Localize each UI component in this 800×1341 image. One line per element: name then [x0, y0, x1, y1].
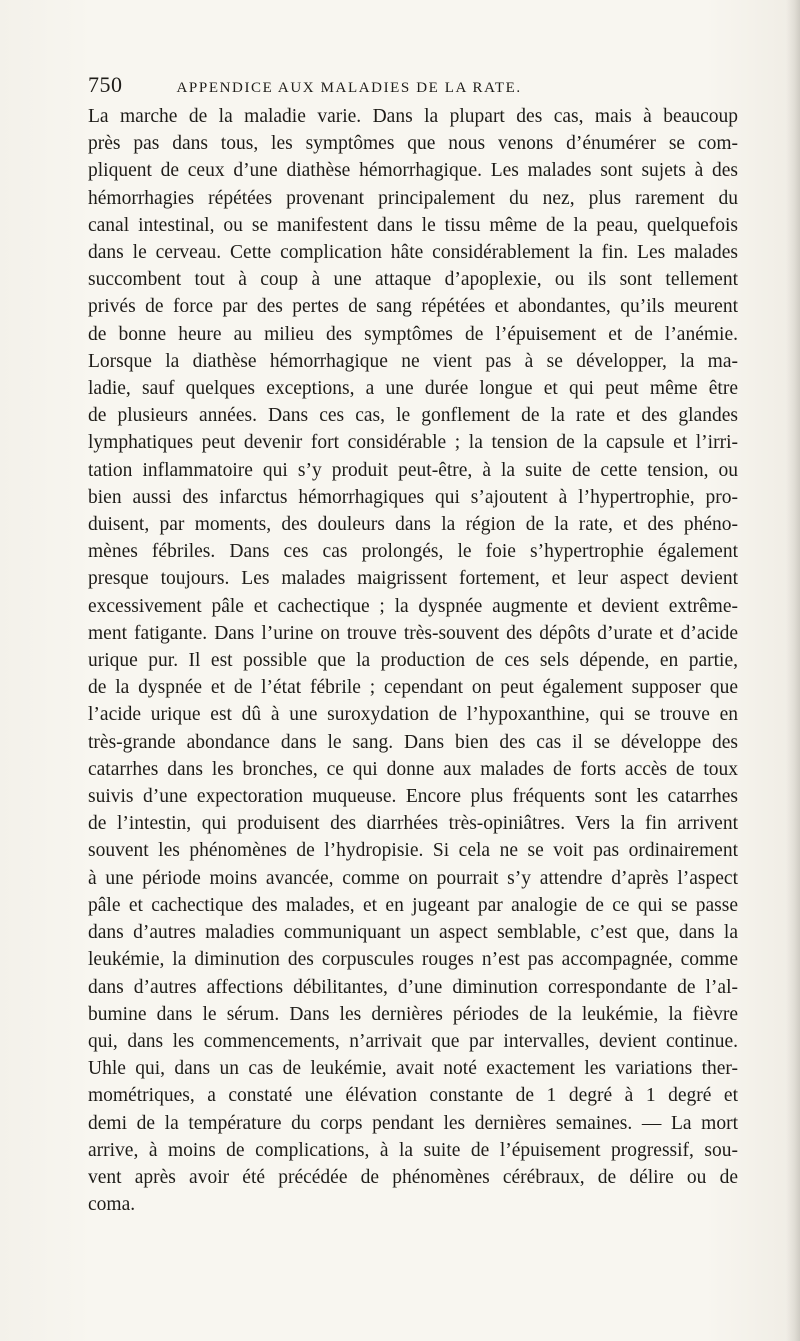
text-line: canal intestinal, ou se manifestent dans le tissu même de la peau, quelquefois [88, 214, 738, 236]
text-line: tation inflammatoire qui s’y produit peut-être, à la suite de cette tension, ou [88, 459, 738, 481]
text-line: pâle et cachectique des malades, et en jugeant par analogie de ce qui se passe [88, 894, 738, 916]
text-line: de plusieurs années. Dans ces cas, le gonflement de la rate et des glandes [88, 405, 738, 427]
text-line: catarrhes dans les bronches, ce qui donne aux malades de forts accès de toux [88, 758, 738, 780]
text-line: l’acide urique est dû à une suroxydation de l’hypoxanthine, qui se trouve en [88, 704, 738, 726]
text-line: hémorrhagies répétées provenant principalement du nez, plus rarement du [88, 187, 738, 209]
text-line: de l’intestin, qui produisent des diarrhées très-opiniâtres. Vers la fin arrivent [88, 813, 738, 835]
text-line: mométriques, a constaté une élévation constante de 1 degré à 1 degré et [88, 1085, 738, 1107]
text-line: ladie, sauf quelques exceptions, a une durée longue et qui peut même être [88, 378, 738, 400]
text-line: excessivement pâle et cachectique ; la dyspnée augmente et devient extrême- [88, 595, 738, 617]
text-line: urique pur. Il est possible que la production de ces sels dépende, en partie, [88, 650, 738, 672]
text-line: coma. [88, 1194, 136, 1216]
body-paragraph [88, 103, 738, 1218]
page-edge-shadow [786, 0, 800, 1341]
page-number: 750 [88, 72, 123, 97]
running-head: APPENDICE AUX MALADIES DE LA RATE. [176, 80, 522, 96]
text-line: lymphatiques peut devenir fort considérable ; la tension de la capsule et l’irri- [88, 432, 738, 454]
text-line: privés de force par des pertes de sang répétées et abondantes, qu’ils meurent [88, 296, 738, 318]
text-line: succombent tout à coup à une attaque d’apoplexie, ou ils sont tellement [88, 269, 738, 291]
text-line: duisent, par moments, des douleurs dans la région de la rate, et des phéno- [88, 514, 738, 536]
text-line: dans d’autres affections débilitantes, d’une diminution correspondante de l’al- [88, 976, 738, 998]
text-line: qui, dans les commencements, n’arrivait que par intervalles, devient continue. [88, 1030, 738, 1052]
text-line: arrive, à moins de complications, à la suite de l’épuisement progressif, sou- [88, 1139, 738, 1161]
text-line: très-grande abondance dans le sang. Dans bien des cas il se développe des [88, 731, 738, 753]
text-line: souvent les phénomènes de l’hydropisie. Si cela ne se voit pas ordinairement [88, 840, 738, 862]
text-line: à une période moins avancée, comme on pourrait s’y attendre d’après l’aspect [88, 867, 738, 889]
text-line: leukémie, la diminution des corpuscules rouges n’est pas accompagnée, comme [88, 949, 738, 971]
text-line: près pas dans tous, les symptômes que nous venons d’énumérer se com- [88, 133, 738, 155]
text-line: vent après avoir été précédée de phénomènes cérébraux, de délire ou de [88, 1166, 738, 1188]
text-line: demi de la température du corps pendant les dernières semaines. — La mort [88, 1112, 738, 1134]
text-line: de la dyspnée et de l’état fébrile ; cependant on peut également supposer que [88, 677, 738, 699]
text-line: Uhle qui, dans un cas de leukémie, avait noté exactement les variations ther- [88, 1058, 738, 1080]
text-line: pliquent de ceux d’une diathèse hémorrhagique. Les malades sont sujets à des [88, 160, 738, 182]
text-line: suivis d’une expectoration muqueuse. Encore plus fréquents sont les catarrhes [88, 786, 738, 808]
page-header [88, 72, 738, 100]
text-line: dans d’autres maladies communiquant un aspect semblable, c’est que, dans la [88, 922, 738, 944]
text-line: bien aussi des infarctus hémorrhagiques qui s’ajoutent à l’hypertrophie, pro- [88, 486, 738, 508]
text-line: dans le cerveau. Cette complication hâte considérablement la fin. Les malades [88, 242, 738, 264]
text-line: ment fatigante. Dans l’urine on trouve très-souvent des dépôts d’urate et d’acide [88, 622, 738, 644]
text-line: bumine dans le sérum. Dans les dernières périodes de la leukémie, la fièvre [88, 1003, 738, 1025]
text-line: Lorsque la diathèse hémorrhagique ne vient pas à se développer, la ma- [88, 350, 738, 372]
text-line: mènes fébriles. Dans ces cas prolongés, le foie s’hypertrophie également [88, 541, 738, 563]
text-line: presque toujours. Les malades maigrissent fortement, et leur aspect devient [88, 568, 738, 590]
text-line: La marche de la maladie varie. Dans la plupart des cas, mais à beaucoup [88, 106, 738, 127]
text-line: de bonne heure au milieu des symptômes de l’épuisement et de l’anémie. [88, 323, 738, 345]
